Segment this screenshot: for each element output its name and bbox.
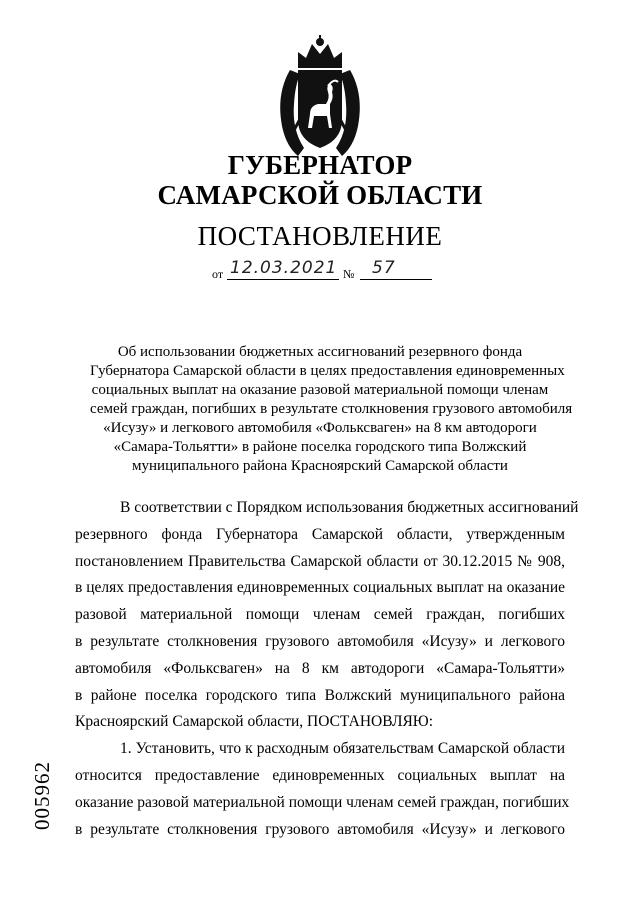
subject-line: семей граждан, погибших в результате столкновения грузового автомобиля	[90, 401, 573, 417]
document-type: ПОСТАНОВЛЕНИЕ	[197, 221, 443, 251]
date-label: от	[212, 267, 224, 281]
date-value: 12.03.2021	[230, 258, 338, 278]
subject-line: Губернатора Самарской области в целях предоставления единовременных	[90, 363, 565, 379]
subject-line: муниципального района Красноярский Самарской области	[132, 458, 508, 474]
body-line: 1. Установить, что к расходным обязательствам Самарской области	[120, 740, 565, 758]
number-label: №	[343, 267, 355, 281]
document-body	[75, 495, 579, 843]
subject-line: «Самара-Тольятти» в районе поселка городского типа Волжский	[113, 439, 527, 455]
body-line: резервного фонда Губернатора Самарской области, утвержденным	[75, 525, 565, 543]
subject-line: Об использовании бюджетных ассигнований резервного фонда	[117, 344, 523, 360]
region-title: САМАРСКОЙ ОБЛАСТИ	[157, 180, 483, 210]
governor-title: ГУБЕРНАТОР	[227, 150, 413, 180]
number-underline	[360, 279, 432, 280]
body-line: разовой материальной помощи членам семей граждан, погибших	[75, 606, 565, 624]
date-number-line	[212, 259, 432, 283]
body-line: В соответствии с Порядком использования бюджетных ассигнований	[120, 499, 579, 516]
body-line: автомобиля «Фольксваген» на 8 км автодороги «Самара-Тольятти»	[75, 659, 565, 677]
document-subject	[90, 343, 573, 476]
date-underline	[227, 279, 339, 280]
subject-line: социальных выплат на оказание разовой материальной помощи членам	[91, 382, 549, 398]
number-value: 57	[372, 258, 396, 278]
body-line: в результате столкновения грузового автомобиля «Исузу» и легкового	[75, 820, 565, 838]
body-line: относится предоставление единовременных социальных выплат на	[75, 766, 565, 784]
body-line: Красноярский Самарской области, ПОСТАНОВЛЯЮ:	[75, 713, 434, 731]
body-line: в результате столкновения грузового автомобиля «Исузу» и легкового	[75, 632, 565, 650]
subject-line: «Исузу» и легкового автомобиля «Фольксваген» на 8 км автодороги	[103, 420, 537, 436]
registration-number: 005962	[30, 761, 54, 830]
body-line: постановлением Правительства Самарской области от 30.12.2015 № 908,	[75, 552, 565, 570]
body-line: в целях предоставления единовременных социальных выплат на оказание	[75, 579, 565, 597]
body-line: в районе поселка городского типа Волжский муниципального района	[75, 686, 565, 704]
samara-coat-of-arms-icon	[268, 34, 372, 160]
body-line: оказание разовой материальной помощи членам семей граждан, погибших	[75, 793, 570, 811]
